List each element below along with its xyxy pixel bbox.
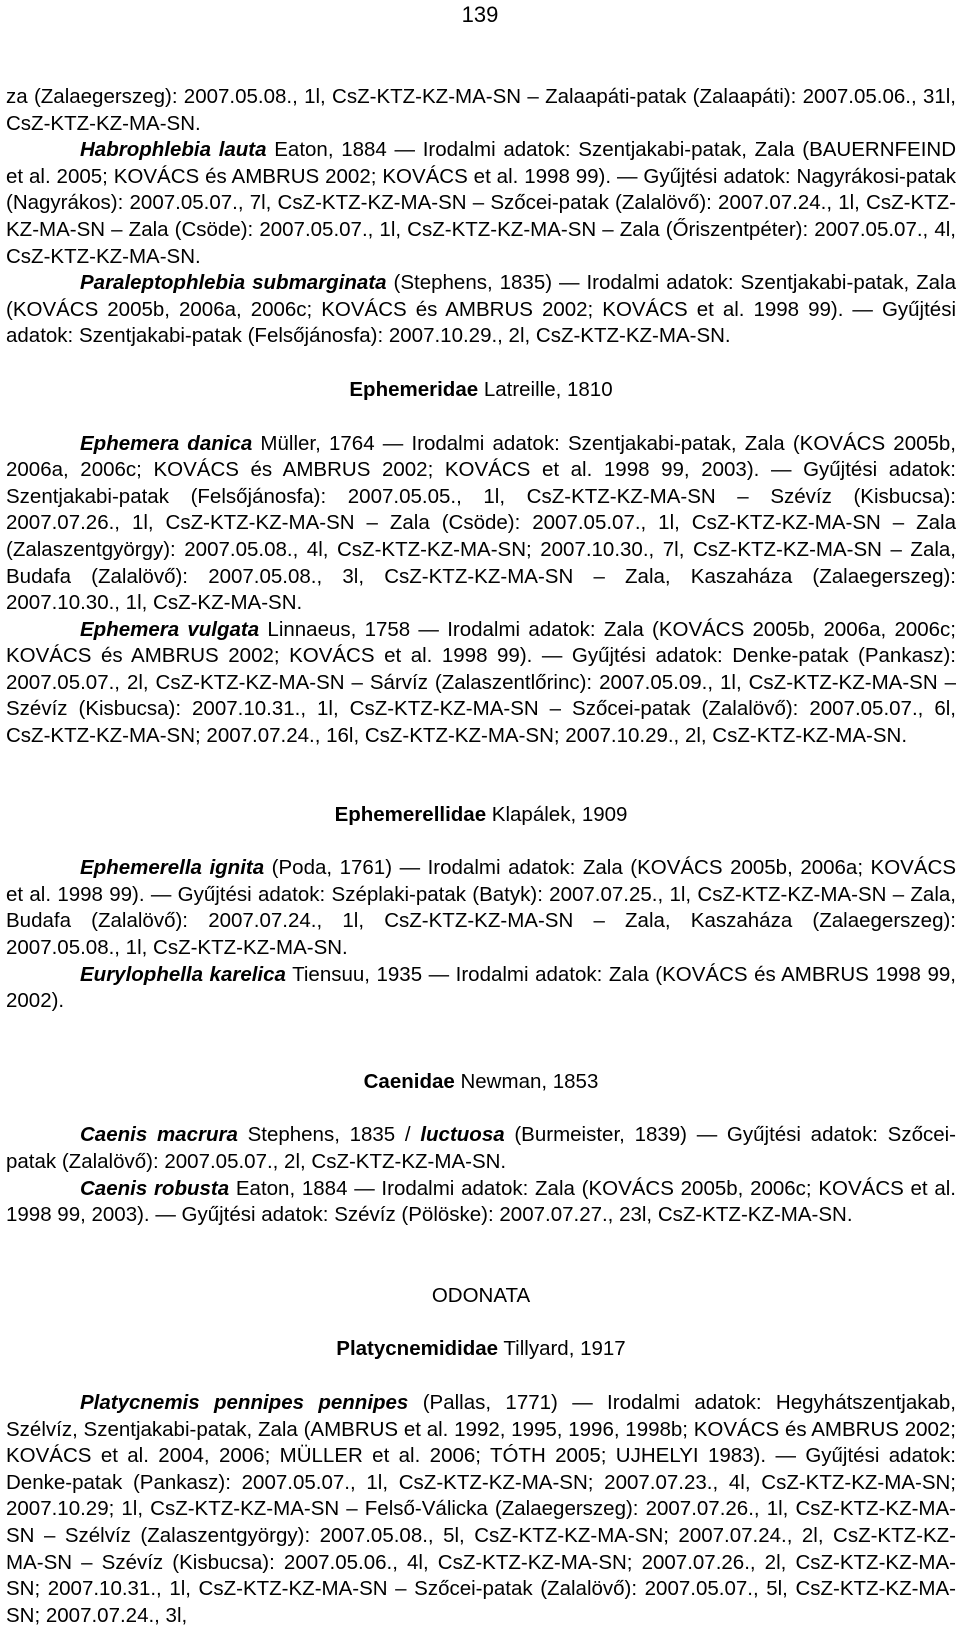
- species-record-text: Eaton, 1884 — Irodalmi adatok: Szentjakabi-patak, Zala (BAUERNFEIND et al. 2005; KOVÁCS és AMBRUS 2002; KOVÁCS et al. 1998 99). — Gyűjtési adatok: Nagyrákosi-patak (Nagyrákos): 2007.05.07., 7l, CsZ-KTZ-KZ-MA-SN – Szőcei-patak (Zalalövő): 2007.07.24., 1l, CsZ-KTZ-KZ-MA-SN – Zala (Csöde): 2007.05.07., 1l, CsZ-KTZ-KZ-MA-SN – Zala (Őriszentpéter): 2007.05.07., 4l, CsZ-KTZ-KZ-MA-SN.: [6, 138, 957, 268]
- family-heading-ephemerellidae: [6, 802, 956, 829]
- species-entry-ephemera-danica: [6, 431, 956, 617]
- species-record-text: (Stephens, 1835) — Irodalmi adatok: Szentjakabi-patak, Zala (KOVÁCS 2005b, 2006a, 2006c; KOVÁCS és AMBRUS 2002; KOVÁCS et al. 1998 99). — Gyűjtési adatok: Szentjakabi-patak (Felsőjánosfa): 2007.10.29., 2l, CsZ-KTZ-KZ-MA-SN.: [6, 271, 956, 348]
- family-author: Newman, 1853: [454, 1069, 599, 1093]
- species-entry-caenis-robusta: [6, 1176, 956, 1229]
- species-record-text: (Burmeister, 1839) — Gyűjtési adatok: Szőcei-patak (Zalalövő): 2007.05.07., 2l, CsZ-KTZ-KZ-MA-SN.: [6, 1123, 956, 1173]
- family-name: Ephemerellidae: [334, 802, 487, 826]
- species-name-synonym: luctuosa: [420, 1123, 505, 1147]
- family-author: Tillyard, 1917: [498, 1337, 626, 1361]
- species-record-text: (Pallas, 1771) — Irodalmi adatok: Hegyhátszentjakab, Szélvíz, Szentjakabi-patak, Zala (AMBRUS et al. 1992, 1995, 1996, 1998b; KOVÁCS és AMBRUS 2002; KOVÁCS et al. 2004, 2006; MÜLLER et al. 2006; TÓTH 2005; UJHELYI 1983). — Gyűjtési adatok: Denke-patak (Pankasz): 2007.05.07., 1l, CsZ-KTZ-KZ-MA-SN; 2007.07.23., 4l, CsZ-KTZ-KZ-MA-SN; 2007.10.29; 1l, CsZ-KTZ-KZ-MA-SN – Felső-Válicka (Zalaegerszeg): 2007.07.26., 1l, CsZ-KTZ-KZ-MA-SN – Szélvíz (Zalaszentgyörgy): 2007.05.08., 5l, CsZ-KTZ-KZ-MA-SN; 2007.07.24., 2l, CsZ-KTZ-KZ-MA-SN – Szévíz (Kisbucsa): 2007.05.06., 4l, CsZ-KTZ-KZ-MA-SN; 2007.07.26., 2l, CsZ-KTZ-KZ-MA-SN; 2007.10.31., 1l, CsZ-KTZ-KZ-MA-SN – Szőcei-patak (Zalalövő): 2007.05.07., 5l, CsZ-KTZ-KZ-MA-SN; 2007.07.24., 3l,: [6, 1390, 956, 1627]
- species-name: Platycnemis pennipes pennipes: [80, 1390, 409, 1414]
- species-record-text: Linnaeus, 1758 — Irodalmi adatok: Zala (KOVÁCS 2005b, 2006a, 2006c; KOVÁCS és AMBRUS 2002; KOVÁCS et al. 1998 99). — Gyűjtési adatok: Denke-patak (Pankasz): 2007.05.07., 2l, CsZ-KTZ-KZ-MA-SN – Sárvíz (Zalaszentlőrinc): 2007.05.09., 1l, CsZ-KTZ-KZ-MA-SN – Szévíz (Kisbucsa): 2007.10.31., 1l, CsZ-KTZ-KZ-MA-SN – Szőcei-patak (Zalalövő): 2007.05.07., 6l, CsZ-KTZ-KZ-MA-SN; 2007.07.24., 16l, CsZ-KTZ-KZ-MA-SN; 2007.10.29., 2l, CsZ-KTZ-KZ-MA-SN.: [6, 617, 956, 748]
- page-number: 139: [461, 2, 499, 27]
- family-heading-caenidae: [6, 1069, 956, 1096]
- species-entry-ephemerella-ignita: [6, 855, 956, 961]
- species-record-text: Eaton, 1884 — Irodalmi adatok: Zala (KOVÁCS 2005b, 2006c; KOVÁCS et al. 1998 99, 2003). — Gyűjtési adatok: Szévíz (Pölöske): 2007.07.27., 23l, CsZ-KTZ-KZ-MA-SN.: [6, 1176, 956, 1227]
- document-body: [6, 84, 956, 1629]
- species-name: Ephemerella ignita: [80, 856, 265, 880]
- species-name: Habrophlebia lauta: [80, 138, 267, 162]
- species-entry-paraleptophlebia-submarginata: [6, 270, 956, 350]
- species-entry-caenis-macrura: [6, 1122, 956, 1175]
- species-entry-habrophlebia-lauta: [6, 137, 956, 270]
- order-heading-odonata: ODONATA: [431, 1283, 531, 1307]
- species-name: Caenis robusta: [80, 1176, 230, 1200]
- species-name: Ephemera vulgata: [80, 617, 260, 641]
- family-author: Klapálek, 1909: [486, 802, 628, 826]
- species-record-text: (Poda, 1761) — Irodalmi adatok: Zala (KOVÁCS 2005b, 2006a; KOVÁCS et al. 1998 99). — Gyűjtési adatok: Széplaki-patak (Batyk): 2007.07.25., 1l, CsZ-KTZ-KZ-MA-SN – Zala, Budafa (Zalalövő): 2007.07.24., 1l, CsZ-KTZ-KZ-MA-SN – Zala, Kaszaháza (Zalaegerszeg): 2007.05.08., 1l, CsZ-KTZ-KZ-MA-SN.: [6, 856, 956, 960]
- family-author: Latreille, 1810: [478, 377, 613, 401]
- species-entry-eurylophella-karelica: [6, 962, 956, 1015]
- family-heading-ephemeridae: [6, 377, 956, 404]
- species-entry-ephemera-vulgata: [6, 617, 956, 750]
- species-record-text: Tiensuu, 1935 — Irodalmi adatok: Zala (KOVÁCS és AMBRUS 1998 99, 2002).: [6, 962, 956, 1013]
- species-name: Eurylophella karelica: [80, 962, 286, 986]
- species-name: Caenis macrura: [80, 1123, 238, 1147]
- family-name: Ephemeridae: [349, 377, 479, 401]
- continued-paragraph: za (Zalaegerszeg): 2007.05.08., 1l, CsZ-KTZ-KZ-MA-SN – Zalaapáti-patak (Zalaapáti): 2007.05.06., 31l, CsZ-KTZ-KZ-MA-SN.: [6, 85, 956, 135]
- family-heading-platycnemididae: [6, 1336, 956, 1363]
- family-name: Platycnemididae: [336, 1337, 499, 1361]
- family-name: Caenidae: [363, 1069, 455, 1093]
- species-author: Stephens, 1835 /: [237, 1123, 421, 1147]
- species-record-text: Müller, 1764 — Irodalmi adatok: Szentjakabi-patak, Zala (KOVÁCS 2005b, 2006a, 2006c; KOVÁCS és AMBRUS 2002; KOVÁCS et al. 1998 99, 2003). — Gyűjtési adatok: Szentjakabi-patak (Felsőjánosfa): 2007.05.05., 1l, CsZ-KTZ-KZ-MA-SN – Szévíz (Kisbucsa): 2007.07.26., 1l, CsZ-KTZ-KZ-MA-SN – Zala (Csöde): 2007.05.07., 1l, CsZ-KTZ-KZ-MA-SN – Zala (Zalaszentgyörgy): 2007.05.08., 4l, CsZ-KTZ-KZ-MA-SN; 2007.10.30., 7l, CsZ-KTZ-KZ-MA-SN – Zala, Budafa (Zalalövő): 2007.05.08., 3l, CsZ-KTZ-KZ-MA-SN – Zala, Kaszaháza (Zalaegerszeg): 2007.10.30., 1l, CsZ-KZ-MA-SN.: [6, 431, 957, 615]
- species-name: Ephemera danica: [80, 431, 253, 455]
- species-name: Paraleptophlebia submarginata: [80, 271, 387, 295]
- species-entry-platycnemis-pennipes: [6, 1390, 956, 1629]
